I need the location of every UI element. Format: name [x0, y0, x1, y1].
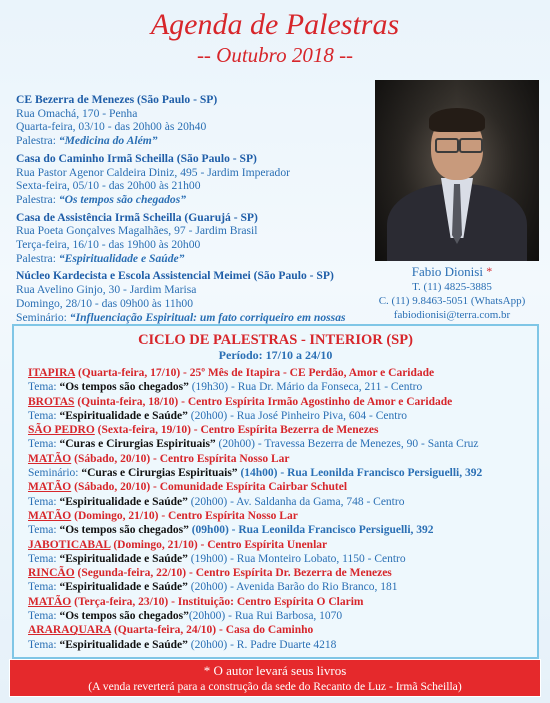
event-description: (Segunda-feira, 22/10) - Centro Espírita Dr. Bezerra de Menezes — [74, 567, 392, 580]
event-time: (09h00) — [188, 524, 229, 537]
event-address: - Rua Monteiro Lobato, 1150 - Centro — [227, 552, 406, 565]
event-heading — [28, 452, 533, 466]
venue-topic: “Espiritualidade e Saúde” — [58, 251, 185, 265]
event-label: Tema: — [28, 524, 57, 537]
venue-topic: “Medicina do Além” — [58, 134, 158, 148]
event-time: (20h00) — [187, 409, 228, 422]
venue-date: Terça-feira, 16/10 - das 19h00 às 20h00 — [16, 238, 201, 252]
event-city: JABOTICABAL — [28, 538, 111, 551]
event-city: RINCÃO — [28, 567, 75, 580]
event-time: (20h00) — [215, 438, 255, 451]
venue-name: Casa do Caminho Irmã Scheilla (São Paulo - SP) — [16, 151, 257, 165]
event-address: - Travessa Bezerra de Menezes, 90 - Santa Cruz — [254, 438, 479, 451]
event-address: - Rua Rui Barbosa, 1070 — [225, 610, 343, 623]
event-address: - Rua Dr. Mário da Fonseca, 211 - Centro — [228, 381, 423, 394]
venue-address: Rua Avelino Ginjo, 30 - Jardim Marisa — [16, 283, 197, 297]
event-label: Tema: — [28, 552, 57, 565]
event-description: (Terça-feira, 23/10) - Instituição: Centro Espírita O Clarim — [71, 595, 364, 608]
event-address: - Rua José Pinheiro Piva, 604 - Centro — [227, 409, 408, 422]
event-detail — [28, 523, 533, 537]
event-description: (Sábado, 20/10) - Centro Espírita Nosso Lar — [71, 452, 290, 465]
venue-label: Seminário: — [16, 310, 67, 324]
speaker-name: Fabio Dionisi — [411, 264, 483, 279]
venue-name: CE Bezerra de Menezes (São Paulo - SP) — [16, 93, 218, 106]
event-topic: “Curas e Cirurgias Espirituais” — [78, 467, 238, 480]
ciclo-periodo: Período: 17/10 a 24/10 — [218, 348, 333, 362]
event-detail — [28, 580, 533, 594]
event-label: Tema: — [28, 381, 57, 394]
venue-date: Quarta-feira, 03/10 - das 20h00 às 20h40 — [16, 120, 207, 134]
event-city: SÃO PEDRO — [28, 424, 95, 437]
venue-item — [16, 152, 368, 207]
event-time: (19h00) — [187, 552, 228, 565]
event-label: Tema: — [28, 409, 57, 422]
event-label: Seminário: — [28, 467, 79, 480]
contact-mobile: C. (11) 9.8463-5051 (WhatsApp) — [378, 295, 526, 307]
venue-topic: “Os tempos são chegados” — [58, 192, 187, 206]
event-description: (Quinta-feira, 18/10) - Centro Espírita Irmão Agostinho de Amor e Caridade — [74, 395, 453, 408]
venue-label: Palestra: — [16, 134, 56, 148]
event-address: - R. Padre Duarte 4218 — [227, 638, 337, 651]
event-heading — [28, 623, 533, 637]
venue-address: Rua Pastor Agenor Caldeira Diniz, 495 - Jardim Imperador — [16, 165, 290, 179]
footer-banner — [9, 659, 541, 697]
event-time: (20h00) — [187, 581, 228, 594]
event-detail — [28, 380, 533, 394]
event-heading — [28, 480, 533, 494]
banner-line2: (A venda reverterá para a construção da sede do Recanto de Luz - Irmã Scheilla) — [88, 680, 462, 693]
event-topic: “Espiritualidade e Saúde” — [56, 638, 188, 651]
event-topic: “Os tempos são chegados” — [56, 381, 189, 394]
event-label: Tema: — [28, 638, 57, 651]
event-heading — [28, 566, 533, 580]
event-city: ITAPIRA — [28, 367, 76, 379]
event-label: Tema: — [28, 610, 57, 623]
ciclo-title: CICLO DE PALESTRAS - INTERIOR (SP) — [138, 332, 413, 348]
event-description: (Domingo, 21/10) - Centro Espírita Unenlar — [110, 538, 328, 551]
event-label: Tema: — [28, 495, 57, 508]
event-heading — [28, 509, 533, 523]
event-topic: “Curas e Cirurgias Espirituais” — [56, 438, 216, 451]
venue-name: Núcleo Kardecista e Escola Assistencial Meimei (São Paulo - SP) — [16, 269, 334, 283]
event-time: (20h00) — [187, 638, 228, 651]
banner-line1: * O autor levará seus livros — [203, 663, 347, 678]
venue-item — [16, 93, 368, 148]
event-description: (Quarta-feira, 17/10) - 25º Mês de Itapira - CE Perdão, Amor e Caridade — [75, 367, 435, 379]
venue-list — [16, 93, 368, 342]
event-detail — [28, 437, 533, 451]
event-address: - Av. Saldanha da Gama, 748 - Centro — [227, 495, 405, 508]
contact-phone: T. (11) 4825-3885 — [412, 281, 492, 293]
event-address: - Rua Leonilda Francisco Persiguelli, 392 — [277, 467, 483, 480]
venue-label: Palestra: — [16, 251, 56, 265]
venue-name: Casa de Assistência Irmã Scheilla (Guarujá - SP) — [16, 210, 258, 224]
page-subtitle: -- Outubro 2018 -- — [196, 43, 354, 67]
venue-item — [16, 211, 368, 266]
event-heading — [28, 595, 533, 609]
venue-address: Rua Omachá, 170 - Penha — [16, 106, 138, 120]
event-topic: “Espiritualidade e Saúde” — [56, 495, 188, 508]
venue-address: Rua Poeta Gonçalves Magalhães, 97 - Jardim Brasil — [16, 224, 258, 238]
event-detail — [28, 609, 533, 623]
event-topic: “Os tempos são chegados” — [56, 524, 189, 537]
event-city: MATÃO — [28, 509, 72, 522]
event-time: (14h00) — [237, 467, 278, 480]
contact-email: fabiodionisi@terra.com.br — [393, 309, 511, 321]
event-description: (Sábado, 20/10) - Comunidade Espírita Cairbar Schutel — [71, 481, 348, 494]
venue-topic: “Influenciação Espiritual: um fato corriqueiro em nossas — [69, 310, 346, 324]
page-title: Agenda de Palestras — [150, 8, 400, 41]
event-list — [28, 366, 533, 652]
star-marker: * — [486, 264, 493, 278]
event-city: MATÃO — [28, 481, 72, 494]
event-topic: “Espiritualidade e Saúde” — [56, 552, 188, 565]
event-heading — [28, 395, 533, 409]
event-topic: “Os tempos são chegados” — [56, 610, 189, 623]
event-description: (Sexta-feira, 19/10) - Centro Espírita Bezerra de Menezes — [94, 424, 379, 437]
event-time: (20h00) — [188, 610, 226, 623]
event-detail — [28, 409, 533, 423]
event-heading — [28, 538, 533, 552]
venue-label: Palestra: — [16, 192, 56, 206]
event-heading — [28, 423, 533, 437]
event-city: ARARAQUARA — [28, 624, 112, 637]
event-description: (Quarta-feira, 24/10) - Casa do Caminho — [111, 624, 314, 637]
event-heading — [28, 366, 533, 380]
event-detail — [28, 552, 533, 566]
event-address: - Rua Leonilda Francisco Persiguelli, 392 — [228, 524, 434, 537]
event-time: (20h00) — [187, 495, 228, 508]
venue-date: Domingo, 28/10 - das 09h00 às 11h00 — [16, 296, 194, 310]
event-label: Tema: — [28, 581, 57, 594]
event-detail — [28, 466, 533, 480]
event-detail — [28, 638, 533, 652]
event-city: MATÃO — [28, 595, 72, 608]
event-time: (19h30) — [188, 381, 229, 394]
event-topic: “Espiritualidade e Saúde” — [56, 409, 188, 422]
event-detail — [28, 495, 533, 509]
event-topic: “Espiritualidade e Saúde” — [56, 581, 188, 594]
speaker-photo — [375, 80, 539, 261]
event-city: MATÃO — [28, 452, 72, 465]
event-label: Tema: — [28, 438, 57, 451]
venue-date: Sexta-feira, 05/10 - das 20h00 às 21h00 — [16, 179, 201, 193]
event-city: BROTAS — [28, 395, 75, 408]
event-description: (Domingo, 21/10) - Centro Espírita Nosso Lar — [71, 509, 298, 522]
event-address: - Avenida Barão do Rio Branco, 181 — [227, 581, 398, 594]
contact-block — [372, 263, 532, 322]
